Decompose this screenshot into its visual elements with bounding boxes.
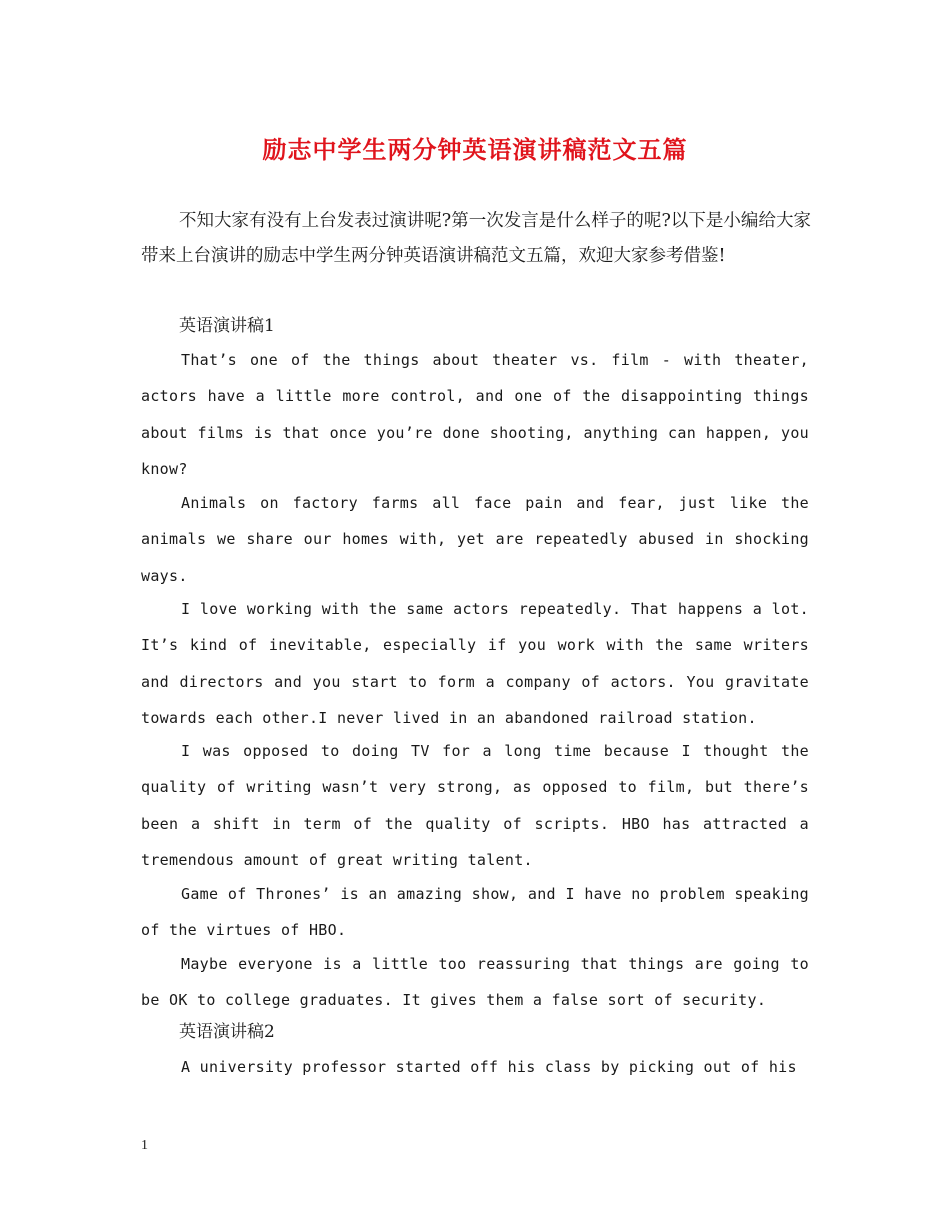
speech-paragraph-4: I was opposed to doing TV for a long time because I thought the quality of writing wasn’t very strong, as opposed to film, but there’s been a shift in term of the quality of scripts. HBO has attracted a tremendous amount of great writing talent. bbox=[141, 742, 809, 869]
speech-paragraph-6: Maybe everyone is a little too reassuring that things are going to be OK to college graduates. It gives them a false sort of security. bbox=[141, 955, 809, 1010]
section-heading-1: 英语演讲稿1 bbox=[179, 316, 275, 336]
speech-paragraph-2: Animals on factory farms all face pain and fear, just like the animals we share our homes with, yet are repeatedly abused in shocking ways. bbox=[141, 494, 809, 585]
section-heading-2: 英语演讲稿2 bbox=[179, 1022, 275, 1042]
speech-paragraph-7: A university professor started off his class by picking out of his bbox=[181, 1058, 797, 1076]
speech-paragraph-5: Game of Thrones’ is an amazing show, and I have no problem speaking of the virtues of HBO. bbox=[141, 885, 809, 940]
speech-paragraph-1: That’s one of the things about theater vs. film - with theater, actors have a little more control, and one of the disappointing things about films is that once you’re done shooting, anything can happen, you know? bbox=[141, 351, 809, 478]
speech-paragraph-3: I love working with the same actors repeatedly. That happens a lot. It’s kind of inevitable, especially if you work with the same writers and directors and you start to form a company of actors. You gravitate towards each other.I never lived in an abandoned railroad station. bbox=[141, 600, 809, 727]
document-title: 励志中学生两分钟英语演讲稿范文五篇 bbox=[262, 135, 688, 164]
intro-paragraph: 不知大家有没有上台发表过演讲呢?第一次发言是什么样子的呢?以下是小编给大家带来上台演讲的励志中学生两分钟英语演讲稿范文五篇，欢迎大家参考借鉴! bbox=[141, 211, 811, 266]
page-number: 1 bbox=[141, 1138, 148, 1153]
